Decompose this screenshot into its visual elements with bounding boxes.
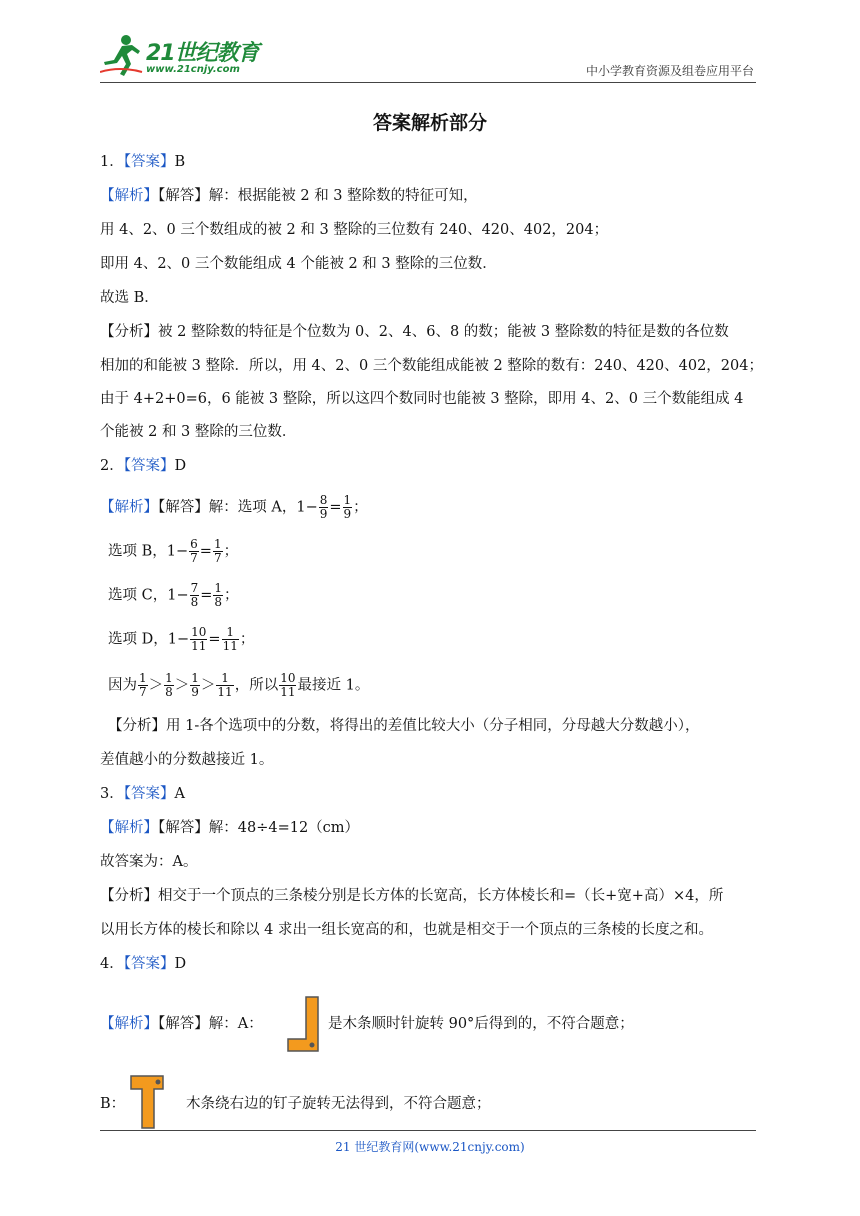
denominator: 7 bbox=[213, 551, 222, 565]
q1-analysis-line-4: 个能被 2 和 3 整除的三位数． bbox=[100, 424, 297, 440]
analysis-tag: 【分析】 bbox=[108, 718, 166, 734]
denominator: 9 bbox=[319, 507, 328, 521]
denominator: 9 bbox=[191, 685, 199, 699]
q4-option-b-prefix: B： bbox=[100, 1096, 126, 1112]
denominator: 7 bbox=[139, 685, 147, 699]
q3-solution-text-1: 解：48÷4=12（cm） bbox=[208, 820, 360, 836]
denominator: 11 bbox=[280, 685, 296, 699]
denominator: 11 bbox=[217, 685, 233, 699]
numerator: 1 bbox=[213, 537, 222, 551]
greater-than-sign: ＞ bbox=[200, 677, 216, 694]
fraction bbox=[190, 626, 207, 653]
logo-text: 21世纪教育 bbox=[146, 41, 259, 66]
analysis-tag: 【分析】 bbox=[100, 324, 158, 340]
comparison-prefix: 因为 bbox=[108, 677, 137, 694]
page-header bbox=[100, 30, 756, 83]
q3-solution-line-1 bbox=[100, 818, 359, 838]
q4-option-a-prefix: 解：A： bbox=[208, 1016, 263, 1032]
option-a-prefix: 解：选项 A，1 bbox=[208, 499, 306, 516]
footer-text[interactable]: 21 世纪教育网(www.21cnjy.com) bbox=[335, 1140, 525, 1154]
solution-tag: 【解答】 bbox=[158, 1016, 209, 1032]
fraction bbox=[213, 582, 223, 609]
q1-solution-text-1: 解：根据能被 2 和 3 整除数的特征可知， bbox=[208, 188, 478, 204]
fraction bbox=[213, 538, 223, 565]
denominator: 9 bbox=[343, 507, 352, 521]
answer-tag: 【答案】 bbox=[123, 154, 175, 170]
q1-analysis-line-2: 相加的和能被 3 整除．所以，用 4、2、0 三个数能组成能被 2 整除的数有：240、420、402，204； bbox=[100, 358, 763, 374]
q4-answer: D bbox=[174, 956, 187, 972]
q3-analysis-line-2: 以用长方体的棱长和除以 4 求出一组长宽高的和，也就是相交于一个顶点的三条棱的长度之和。 bbox=[100, 922, 713, 938]
minus-sign: − bbox=[176, 543, 189, 560]
numerator: 10 bbox=[191, 625, 207, 639]
analysis-label-tag: 【解析】 bbox=[100, 1016, 158, 1032]
q2-analysis-line-2: 差值越小的分数越接近 1。 bbox=[100, 752, 274, 768]
fraction bbox=[222, 626, 239, 653]
numerator: 1 bbox=[214, 581, 223, 595]
q4-option-b-text: 木条绕右边的钉子旋转无法得到，不符合题意； bbox=[186, 1096, 491, 1112]
fraction bbox=[164, 672, 174, 699]
platform-label: 中小学教育资源及组卷应用平台 bbox=[585, 64, 754, 78]
answer-tag: 【答案】 bbox=[123, 956, 175, 972]
answer-tag: 【答案】 bbox=[123, 458, 175, 474]
comparison-suffix: 最接近 1。 bbox=[297, 677, 370, 694]
q4-option-a bbox=[100, 1014, 263, 1034]
fraction bbox=[190, 582, 200, 609]
q4-option-a-text: 是木条顺时针旋转 90°后得到的，不符合题意； bbox=[328, 1016, 634, 1032]
q2-option-a bbox=[100, 494, 368, 521]
fraction bbox=[190, 672, 200, 699]
q4-answer-line bbox=[100, 954, 186, 974]
q1-solution-line-2: 用 4、2、0 三个数组成的被 2 和 3 整除的三位数有 240、420、402，204； bbox=[100, 222, 609, 238]
solution-tag: 【解答】 bbox=[158, 188, 209, 204]
denominator: 7 bbox=[190, 551, 198, 565]
denominator: 11 bbox=[222, 639, 238, 653]
numerator: 1 bbox=[216, 672, 233, 686]
q2-option-d bbox=[108, 626, 254, 653]
option-d-prefix: 选项 D，1 bbox=[108, 631, 177, 648]
semicolon: ； bbox=[223, 543, 239, 560]
site-logo[interactable] bbox=[100, 32, 260, 78]
numerator: 1 bbox=[222, 626, 239, 640]
q1-solution-line-1 bbox=[100, 186, 478, 206]
minus-sign: − bbox=[176, 631, 190, 648]
q3-analysis-line-1 bbox=[100, 886, 723, 906]
analysis-label-tag: 【解析】 bbox=[100, 820, 158, 836]
denominator: 8 bbox=[190, 595, 199, 609]
greater-than-sign: ＞ bbox=[174, 677, 190, 694]
semicolon: ； bbox=[239, 631, 255, 648]
stick-figure-b-image bbox=[128, 1073, 172, 1131]
equals-sign: = bbox=[199, 543, 212, 560]
q1-answer: B bbox=[174, 154, 186, 170]
q3-analysis-text-1: 相交于一个顶点的三条棱分别是长方体的长宽高，长方体棱长和=（长+宽+高）×4，所 bbox=[158, 888, 724, 904]
fraction bbox=[138, 672, 148, 699]
analysis-tag: 【分析】 bbox=[100, 888, 158, 904]
q2-option-c bbox=[108, 582, 239, 609]
q2-number: 2． bbox=[100, 458, 124, 474]
numerator: 8 bbox=[319, 493, 328, 507]
runner-icon bbox=[100, 32, 144, 78]
fraction bbox=[343, 494, 353, 521]
equals-sign: = bbox=[208, 631, 221, 648]
option-c-prefix: 选项 C，1 bbox=[108, 587, 177, 604]
q2-option-b bbox=[108, 538, 238, 565]
q3-solution-line-2: 故答案为：A。 bbox=[100, 854, 198, 870]
numerator: 1 bbox=[139, 671, 147, 685]
stick-figure-a-image bbox=[284, 995, 324, 1055]
answer-tag: 【答案】 bbox=[123, 786, 175, 802]
fraction bbox=[189, 538, 199, 565]
q4-number: 4． bbox=[100, 956, 124, 972]
denominator: 11 bbox=[191, 639, 207, 653]
fraction bbox=[216, 672, 233, 699]
q1-analysis-line-3: 由于 4+2+0=6，6 能被 3 整除，所以这四个数同时也能被 3 整除，即用 4、2、0 三个数能组成 4 bbox=[100, 391, 744, 407]
equals-sign: = bbox=[329, 499, 342, 516]
numerator: 1 bbox=[165, 671, 173, 685]
minus-sign: − bbox=[305, 499, 318, 516]
fraction bbox=[279, 672, 296, 699]
semicolon: ； bbox=[224, 587, 239, 604]
comparison-middle: ，所以 bbox=[234, 677, 279, 694]
q3-answer-line bbox=[100, 784, 185, 804]
q2-answer: D bbox=[174, 458, 187, 474]
q2-answer-line bbox=[100, 456, 186, 476]
q1-number: 1． bbox=[100, 154, 124, 170]
page-title: 答案解析部分 bbox=[372, 112, 487, 134]
solution-tag: 【解答】 bbox=[158, 499, 209, 516]
numerator: 1 bbox=[191, 671, 199, 685]
numerator: 1 bbox=[343, 493, 352, 507]
minus-sign: − bbox=[176, 587, 189, 604]
q2-analysis-text-1: 用 1-各个选项中的分数，将得出的差值比较大小（分子相同，分母越大分数越小）， bbox=[166, 718, 700, 734]
q1-answer-line bbox=[100, 152, 185, 172]
analysis-label-tag: 【解析】 bbox=[100, 499, 158, 516]
denominator: 8 bbox=[165, 685, 173, 699]
numerator: 6 bbox=[190, 537, 198, 551]
fraction bbox=[319, 494, 329, 521]
q3-number: 3． bbox=[100, 786, 124, 802]
q1-solution-line-4: 故选 B． bbox=[100, 290, 159, 306]
greater-than-sign: ＞ bbox=[148, 677, 164, 694]
footer-divider bbox=[100, 1130, 756, 1131]
equals-sign: = bbox=[200, 587, 213, 604]
semicolon: ； bbox=[353, 499, 368, 516]
q2-comparison bbox=[108, 672, 369, 699]
q2-analysis-line-1 bbox=[108, 716, 699, 736]
q3-answer: A bbox=[174, 786, 185, 802]
denominator: 8 bbox=[214, 595, 223, 609]
numerator: 7 bbox=[190, 581, 199, 595]
q1-solution-line-3: 即用 4、2、0 三个数能组成 4 个能被 2 和 3 整除的三位数． bbox=[100, 256, 497, 272]
logo-url: www.21cnjy.com bbox=[146, 64, 240, 75]
analysis-label-tag: 【解析】 bbox=[100, 188, 158, 204]
solution-tag: 【解答】 bbox=[158, 820, 209, 836]
option-b-prefix: 选项 B，1 bbox=[108, 543, 176, 560]
numerator: 10 bbox=[280, 671, 296, 685]
q1-analysis-text-1: 被 2 整除数的特征是个位数为 0、2、4、6、8 的数；能被 3 整除数的特征是数的各位数 bbox=[158, 324, 729, 340]
q1-analysis-line-1 bbox=[100, 322, 729, 342]
